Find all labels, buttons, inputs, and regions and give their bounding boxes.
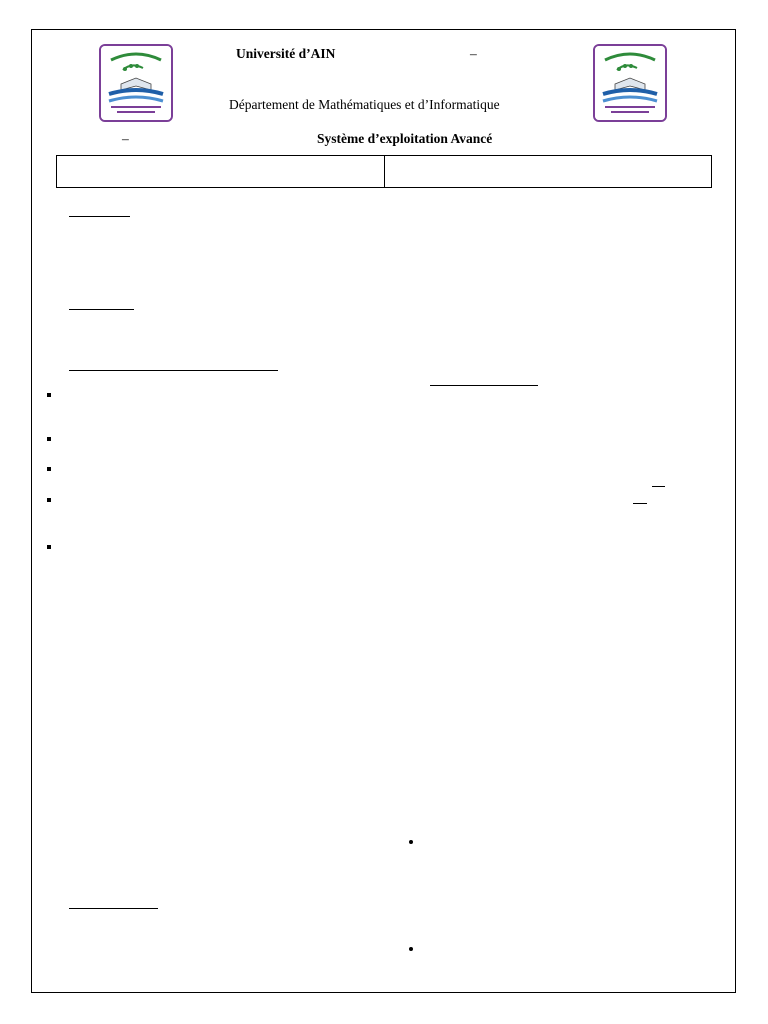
list-bullet-square <box>47 393 51 397</box>
university-logo-right-icon <box>593 44 667 122</box>
info-cell-left <box>57 156 384 187</box>
list-bullet-square <box>47 467 51 471</box>
list-bullet-round <box>409 840 413 844</box>
header-dash-left: – <box>122 131 129 146</box>
list-bullet-round <box>409 947 413 951</box>
university-name: Université d’AIN <box>236 46 336 61</box>
section-heading-underline <box>69 216 130 217</box>
section-heading-underline <box>69 309 134 310</box>
list-bullet-square <box>47 437 51 441</box>
section-heading-underline <box>69 908 158 909</box>
section-heading-underline <box>430 385 538 386</box>
university-logo-left-icon <box>99 44 173 122</box>
course-title: Système d’exploitation Avancé <box>317 131 493 146</box>
info-cell-right <box>384 156 712 187</box>
department-name: Département de Mathématiques et d’Informatique <box>229 97 500 112</box>
fraction-bar <box>633 503 647 504</box>
header-dash-top: – <box>470 46 477 61</box>
list-bullet-square <box>47 545 51 549</box>
section-heading-underline <box>69 370 278 371</box>
info-table <box>56 155 712 188</box>
list-bullet-square <box>47 498 51 502</box>
fraction-bar <box>652 486 665 487</box>
